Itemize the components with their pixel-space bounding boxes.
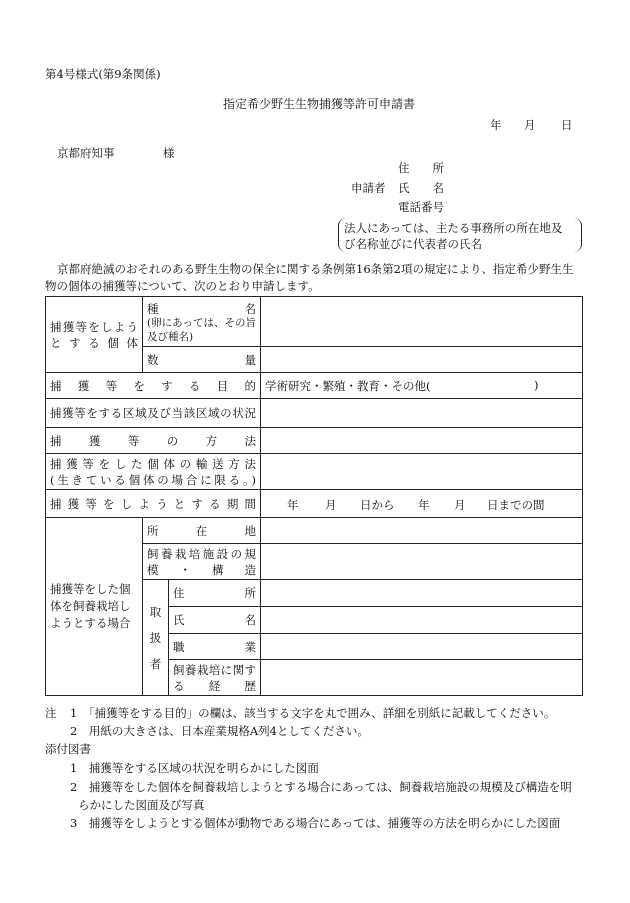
area-field[interactable]: [261, 399, 583, 428]
attachments-heading: 添付図書: [45, 742, 91, 756]
transport-field[interactable]: [261, 454, 583, 490]
breeding-label: 捕獲等をした個体を飼養栽培しようとする場合: [46, 518, 143, 696]
handler-job-label: 職 業: [169, 634, 261, 660]
purpose-close: ): [534, 378, 539, 392]
period-label: 捕獲等をしようとする期間: [46, 490, 261, 518]
corporate-note-line1: 法人にあっては、主たる事務所の所在地及: [344, 221, 563, 235]
transport-label: 捕獲等をした個体の輸送方法: [50, 456, 256, 471]
facility-field[interactable]: [261, 544, 583, 580]
method-label: 捕獲等の方法: [46, 428, 261, 454]
handler-address-label: 住 所: [169, 580, 261, 607]
date-month: 月: [524, 118, 536, 132]
form-number: 第4号様式(第9条関係): [45, 67, 161, 81]
location-label: 所 在 地: [143, 518, 261, 544]
attachment-2-line2: らかにした図面及び写真: [78, 798, 205, 812]
period-start-day: 日から: [360, 498, 395, 512]
individual-label: 捕獲等をしようとする個体: [46, 297, 143, 373]
handler-name-label: 氏 名: [169, 607, 261, 634]
transport-label-note: (生きている個体の場合に限る。): [50, 472, 256, 487]
attachment-1: 1 捕獲等をする区域の状況を明らかにした図面: [70, 761, 319, 775]
period-start-year: 年: [287, 498, 299, 512]
applicant-phone-label: 電話番号: [398, 200, 444, 214]
handler-exp-label: 飼養栽培に関する経歴: [169, 660, 261, 696]
period-end-month: 月: [454, 498, 466, 512]
addressee: 京都府知事: [57, 146, 115, 160]
applicant-name-label: 氏 名: [398, 181, 444, 195]
applicant-label: 申請者: [351, 181, 386, 195]
species-label-cell: [143, 297, 261, 347]
period-start-month: 月: [325, 498, 337, 512]
period-end-day: 日までの間: [487, 498, 545, 512]
page-title: 指定希少野生生物捕獲等許可申請書: [223, 97, 416, 111]
honorific: 様: [163, 146, 175, 160]
location-field[interactable]: [261, 518, 583, 544]
note-2: 2 用紙の大きさは、日本産業規格A列4としてください。: [70, 724, 369, 738]
date-day: 日: [561, 118, 573, 132]
area-label: 捕獲等をする区域及び当該区域の状況: [46, 399, 261, 428]
purpose-field[interactable]: [261, 373, 583, 399]
facility-label: 飼養栽培施設の規模・構造: [143, 544, 261, 580]
corporate-note: [338, 218, 582, 252]
handler-label: 取扱者: [143, 580, 169, 696]
period-field[interactable]: [261, 490, 583, 518]
note-1: 1 「捕獲等をする目的」の欄は、該当する文字を丸で囲み、詳細を別紙に記載してください。: [70, 706, 556, 720]
date-year: 年: [490, 118, 502, 132]
notes-heading: 注: [45, 706, 57, 720]
attachment-2-line1: 2 捕獲等をした個体を飼養栽培しようとする場合にあっては、飼養栽培施設の規模及び構造を明: [70, 780, 572, 794]
quantity-label: 数 量: [143, 347, 261, 373]
applicant-address-label: 住 所: [398, 161, 444, 175]
period-end-year: 年: [418, 498, 430, 512]
transport-label-cell: [46, 454, 261, 490]
application-table: [45, 296, 583, 696]
purpose-label: 捕獲等をする目的: [46, 373, 261, 399]
handler-exp-field[interactable]: [261, 660, 583, 696]
handler-address-field[interactable]: [261, 580, 583, 607]
corporate-note-line2: び名称並びに代表者の氏名: [344, 237, 482, 251]
species-label: 種 名: [147, 301, 256, 316]
species-field[interactable]: [261, 297, 583, 347]
intro-line1: 京都府絶滅のおそれのある野生生物の保全に関する条例第16条第2項の規定により、指定希少野生生: [57, 262, 574, 276]
handler-job-field[interactable]: [261, 634, 583, 660]
handler-name-field[interactable]: [261, 607, 583, 634]
quantity-field[interactable]: [261, 347, 583, 373]
intro-line2: 物の個体の捕獲等について、次のとおり申請します。: [45, 279, 320, 293]
purpose-options: 学術研究・繁殖・教育・その他(: [265, 378, 431, 393]
species-note: (卵にあっては、その旨及び種名): [147, 316, 256, 343]
method-field[interactable]: [261, 428, 583, 454]
attachment-3: 3 捕獲等をしようとする個体が動物である場合にあっては、捕獲等の方法を明らかにした図面: [70, 816, 561, 830]
